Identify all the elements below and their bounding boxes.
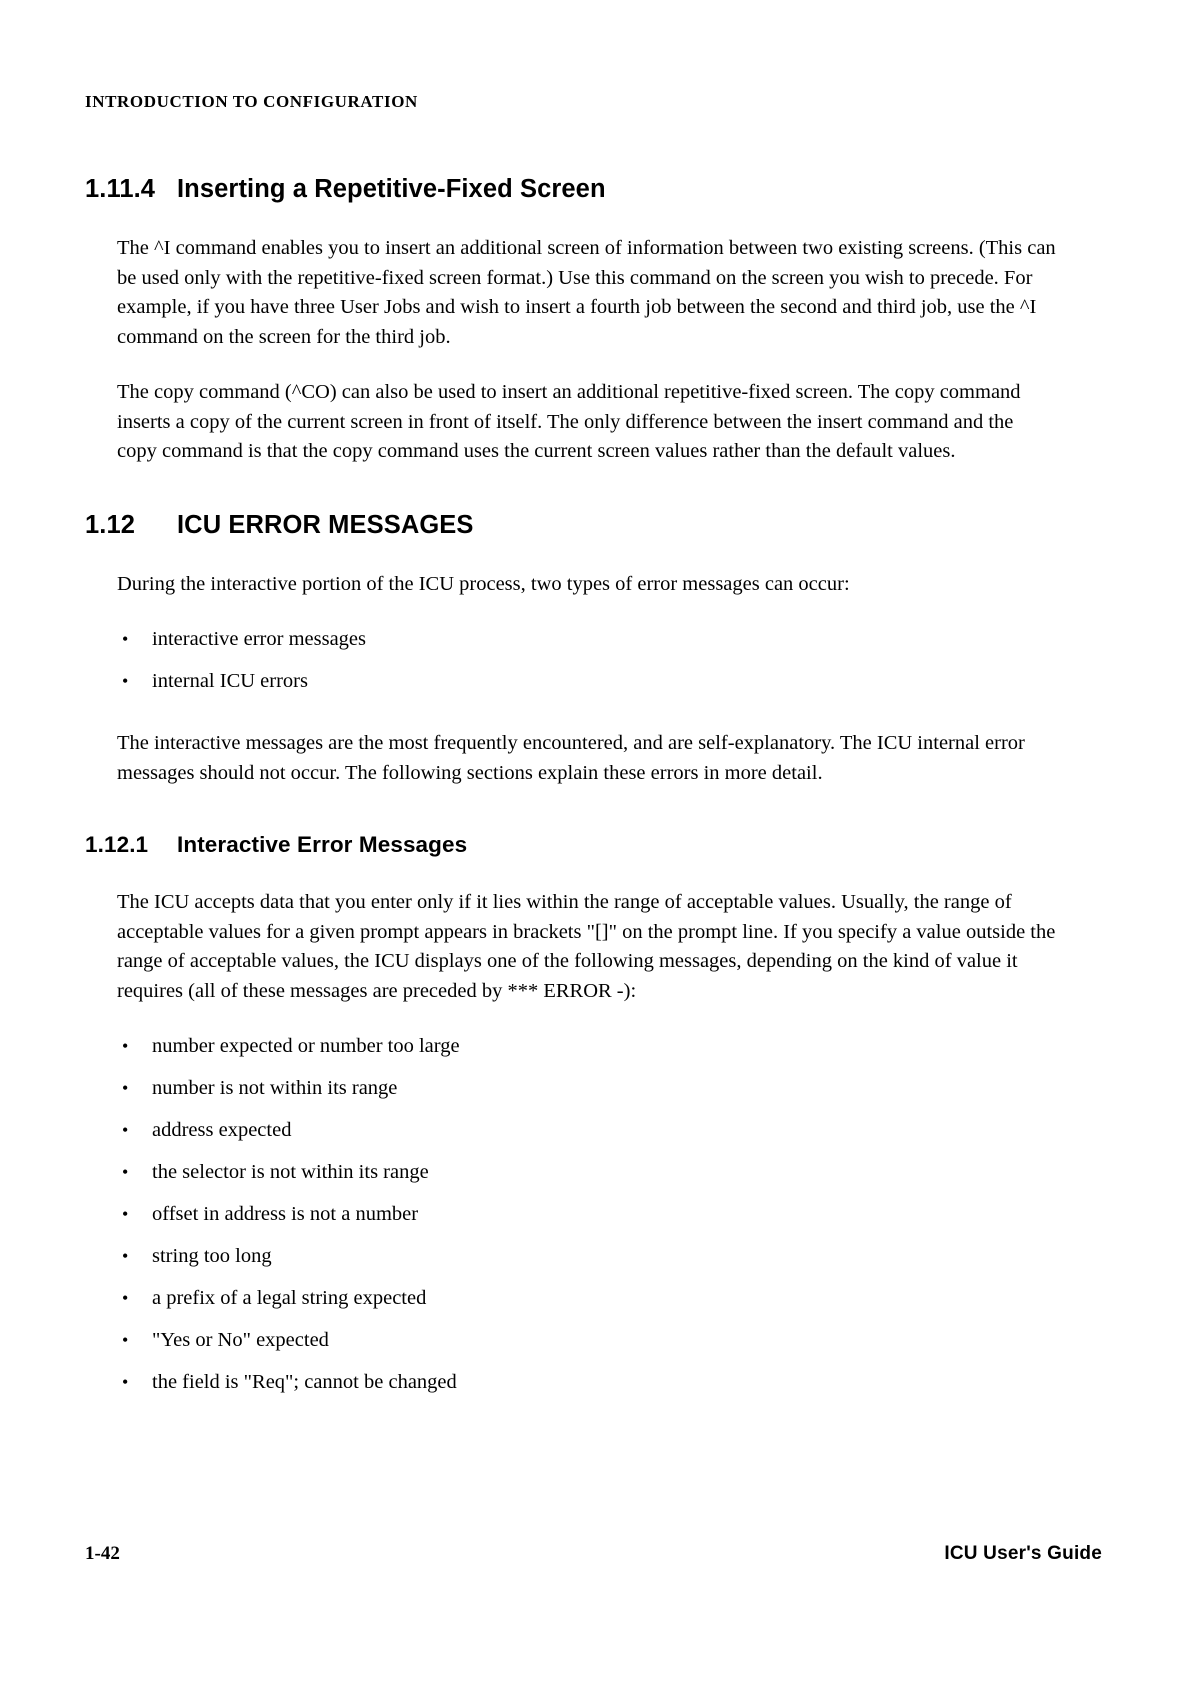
list-item-label: string too long (152, 1245, 272, 1267)
section-1-11-4-body (117, 234, 1057, 467)
section-heading-1-12-1 (85, 832, 1105, 858)
bullet-icon: • (122, 671, 129, 691)
section-title: Interactive Error Messages (177, 832, 468, 857)
section-1-12-body (117, 570, 1057, 600)
paragraph: During the interactive portion of the ICU process, two types of error messages can occur: (117, 572, 850, 595)
list-item-label: internal ICU errors (152, 670, 308, 692)
page-content (85, 175, 1105, 1410)
bullet-icon: • (122, 1036, 129, 1056)
list-item-label: interactive error messages (152, 628, 367, 650)
paragraph: The copy command (^CO) can also be used to insert an additional repetitive-fixed screen. The copy command inserts a copy of the current screen in front of itself. The only difference between the insert command and the copy command is that the copy command uses the current screen values rather than the default values. (117, 381, 1021, 462)
section-number: 1.12 (85, 510, 136, 539)
bullet-icon: • (122, 1372, 129, 1392)
section-title: Inserting a Repetitive-Fixed Screen (177, 175, 606, 203)
list-item-label: a prefix of a legal string expected (152, 1287, 427, 1309)
list-item (117, 625, 1105, 654)
footer-guide-title: ICU User's Guide (944, 1543, 1102, 1564)
bullet-icon: • (122, 1330, 129, 1350)
list-item (117, 1326, 1105, 1355)
list-item-label: "Yes or No" expected (152, 1329, 329, 1351)
bullet-list-error-types (117, 625, 1105, 696)
bullet-icon: • (122, 1246, 129, 1266)
list-item (117, 1074, 1105, 1103)
list-item (117, 1158, 1105, 1187)
section-title: ICU ERROR MESSAGES (177, 510, 474, 539)
page-number: 1-42 (85, 1543, 120, 1564)
list-item-label: offset in address is not a number (152, 1203, 419, 1225)
paragraph: The ICU accepts data that you enter only if it lies within the range of acceptable values. Usually, the range of acceptable values for a given prompt appears in brackets "[]" on the prompt line. If you specify a value outside the range of acceptable values, the ICU displays one of the following messages, depending on the kind of value it requires (all of these messages are preceded by *** ERROR -): (117, 891, 1056, 1002)
list-item-label: the field is "Req"; cannot be changed (152, 1371, 457, 1393)
list-item (117, 1116, 1105, 1145)
list-item (117, 1032, 1105, 1061)
list-item (117, 1284, 1105, 1313)
bullet-icon: • (122, 1120, 129, 1140)
list-item (117, 667, 1105, 696)
list-item-label: the selector is not within its range (152, 1161, 429, 1183)
list-item-label: number expected or number too large (152, 1035, 460, 1057)
bullet-icon: • (122, 1162, 129, 1182)
bullet-icon: • (122, 1204, 129, 1224)
paragraph: The ^I command enables you to insert an additional screen of information between two existing screens. (This can be used only with the repetitive-fixed screen format.) Use this command on the screen you wish to precede. For example, if you have three User Jobs and wish to insert a fourth job between the second and third job, use the ^I command on the screen for the third job. (117, 237, 1056, 348)
paragraph: The interactive messages are the most frequently encountered, and are self-explanatory. The ICU internal error messages should not occur. The following sections explain these errors in more detail. (117, 732, 1025, 784)
list-item (117, 1200, 1105, 1229)
list-item (117, 1242, 1105, 1271)
bullet-icon: • (122, 629, 129, 649)
section-heading-1-11-4 (85, 175, 1105, 204)
bullet-icon: • (122, 1288, 129, 1308)
list-item-label: address expected (152, 1119, 292, 1141)
section-1-12-1-body (117, 888, 1057, 1006)
section-1-12-body-2 (117, 729, 1057, 788)
section-number: 1.12.1 (85, 832, 149, 857)
bullet-list-error-messages (117, 1032, 1105, 1397)
section-number: 1.11.4 (85, 175, 156, 203)
running-head: INTRODUCTION TO CONFIGURATION (85, 92, 418, 111)
list-item (117, 1368, 1105, 1397)
section-heading-1-12 (85, 511, 1105, 540)
list-item-label: number is not within its range (152, 1077, 398, 1099)
bullet-icon: • (122, 1078, 129, 1098)
